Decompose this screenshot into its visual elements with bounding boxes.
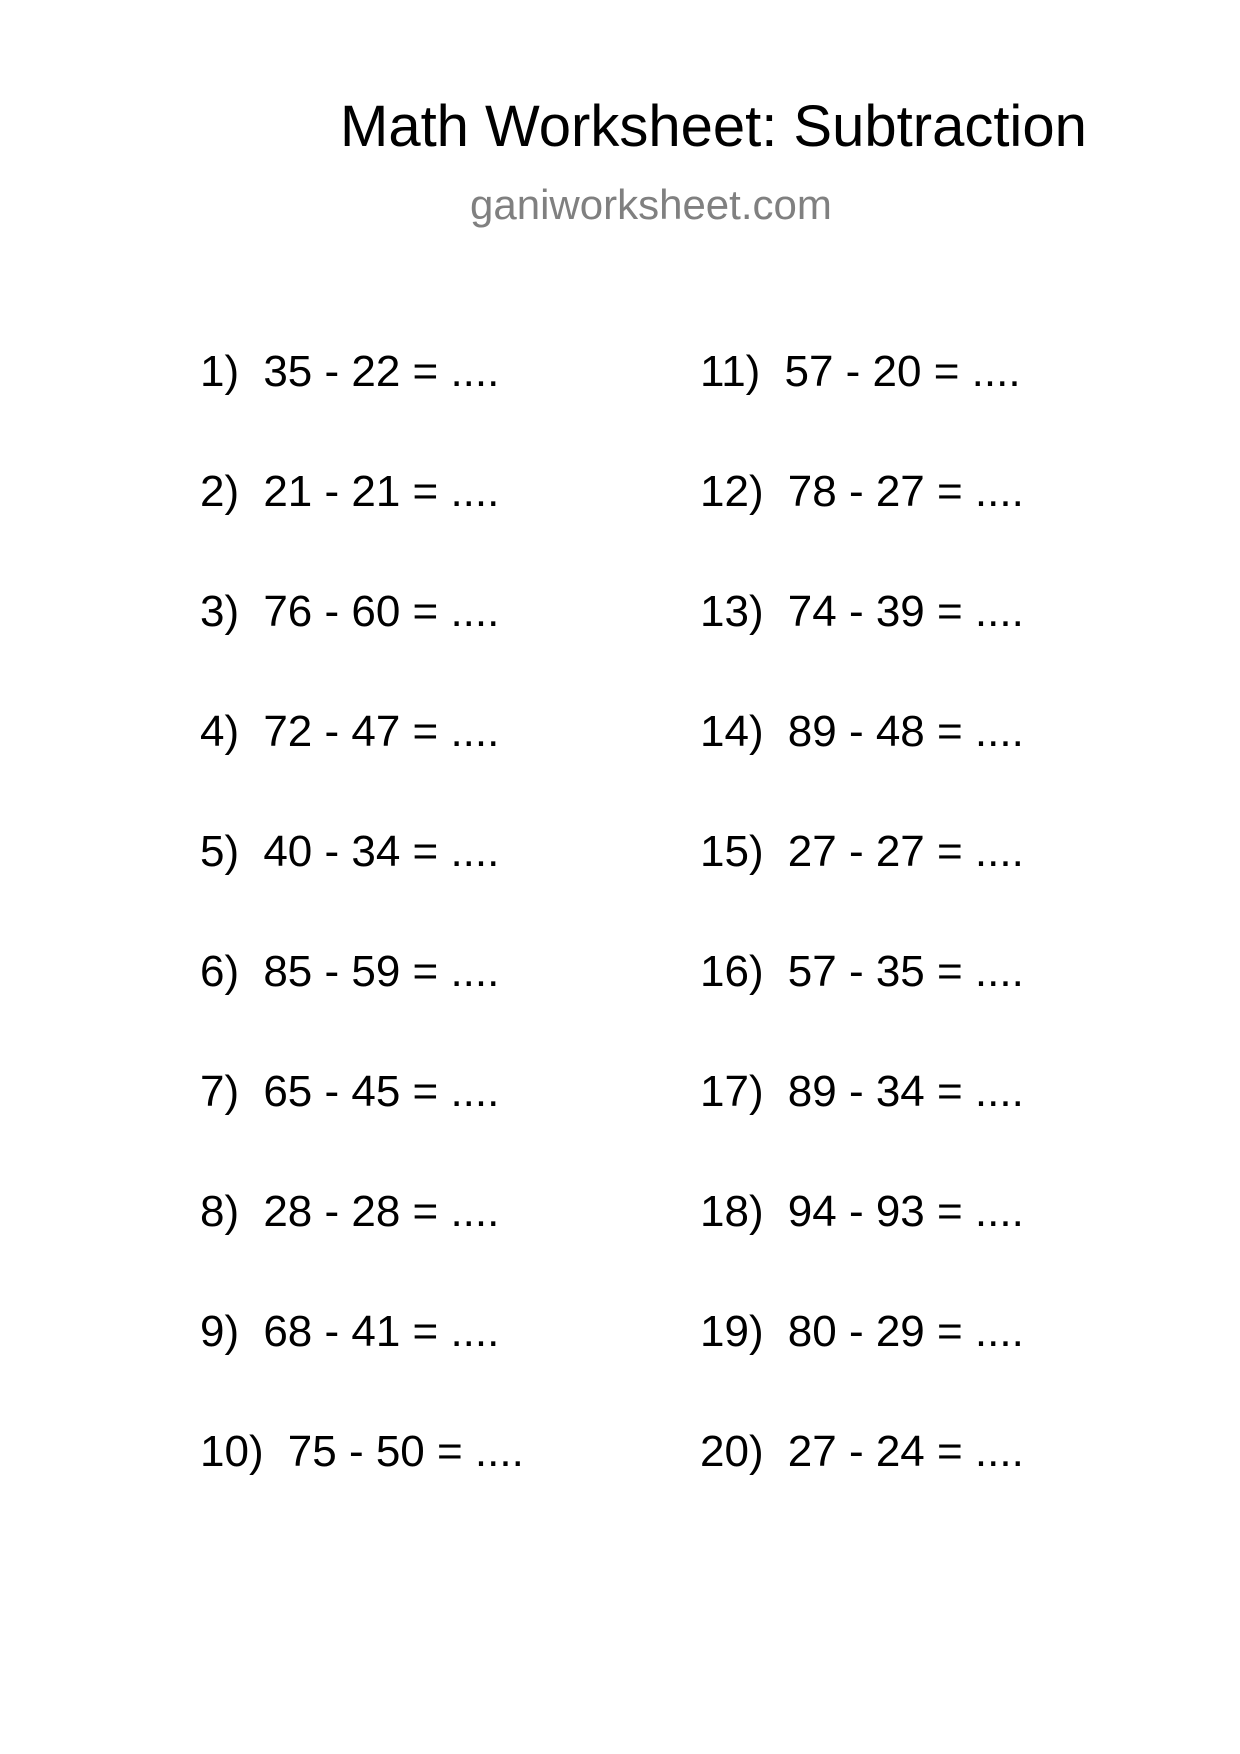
problem-5: [200, 827, 524, 950]
problem-6: [200, 947, 524, 1070]
problem-expression: 94 - 93 = ....: [787, 1187, 1024, 1236]
problem-4: [200, 707, 524, 830]
problem-20: [700, 1427, 1024, 1550]
problem-number: 10): [200, 1427, 264, 1476]
problem-expression: 78 - 27 = ....: [787, 467, 1024, 516]
problem-number: 13): [700, 587, 764, 636]
problem-17: [700, 1067, 1024, 1190]
problem-19: [700, 1307, 1024, 1430]
problem-number: 5): [200, 827, 240, 876]
problem-expression: 65 - 45 = ....: [263, 1067, 500, 1116]
problem-expression: 57 - 35 = ....: [787, 947, 1024, 996]
problem-11: [700, 347, 1024, 470]
problem-expression: 80 - 29 = ....: [787, 1307, 1024, 1356]
problem-16: [700, 947, 1024, 1070]
problem-number: 9): [200, 1307, 240, 1356]
problem-number: 6): [200, 947, 240, 996]
problem-expression: 85 - 59 = ....: [263, 947, 500, 996]
problem-number: 8): [200, 1187, 240, 1236]
problem-number: 17): [700, 1067, 764, 1116]
problem-expression: 74 - 39 = ....: [787, 587, 1024, 636]
problem-18: [700, 1187, 1024, 1310]
problem-expression: 35 - 22 = ....: [263, 347, 500, 396]
problem-3: [200, 587, 524, 710]
problem-expression: 68 - 41 = ....: [263, 1307, 500, 1356]
problem-number: 14): [700, 707, 764, 756]
problem-expression: 27 - 24 = ....: [787, 1427, 1024, 1476]
problem-number: 7): [200, 1067, 240, 1116]
problem-expression: 89 - 48 = ....: [787, 707, 1024, 756]
problem-number: 2): [200, 467, 240, 516]
worksheet-title: Math Worksheet: Subtraction: [340, 94, 1087, 159]
problem-number: 4): [200, 707, 240, 756]
problem-1: [200, 347, 524, 470]
problem-2: [200, 467, 524, 590]
problem-number: 19): [700, 1307, 764, 1356]
problem-9: [200, 1307, 524, 1430]
problem-number: 3): [200, 587, 240, 636]
problem-expression: 72 - 47 = ....: [263, 707, 500, 756]
problem-number: 11): [700, 347, 761, 396]
worksheet-source: ganiworksheet.com: [470, 181, 832, 228]
problem-number: 1): [200, 347, 240, 396]
problem-expression: 21 - 21 = ....: [263, 467, 500, 516]
problem-expression: 40 - 34 = ....: [263, 827, 500, 876]
problem-13: [700, 587, 1024, 710]
problem-number: 16): [700, 947, 764, 996]
problem-expression: 28 - 28 = ....: [263, 1187, 500, 1236]
problem-8: [200, 1187, 524, 1310]
problem-12: [700, 467, 1024, 590]
problem-column-right: [700, 347, 1024, 1550]
problem-expression: 27 - 27 = ....: [787, 827, 1024, 876]
problem-number: 12): [700, 467, 764, 516]
problem-expression: 75 - 50 = ....: [287, 1427, 524, 1476]
problem-7: [200, 1067, 524, 1190]
problem-14: [700, 707, 1024, 830]
problem-expression: 57 - 20 = ....: [784, 347, 1021, 396]
problem-column-left: [200, 347, 524, 1550]
problem-15: [700, 827, 1024, 950]
problem-number: 15): [700, 827, 764, 876]
problem-expression: 76 - 60 = ....: [263, 587, 500, 636]
problem-number: 18): [700, 1187, 764, 1236]
problem-number: 20): [700, 1427, 764, 1476]
problem-expression: 89 - 34 = ....: [787, 1067, 1024, 1116]
problem-10: [200, 1427, 524, 1550]
